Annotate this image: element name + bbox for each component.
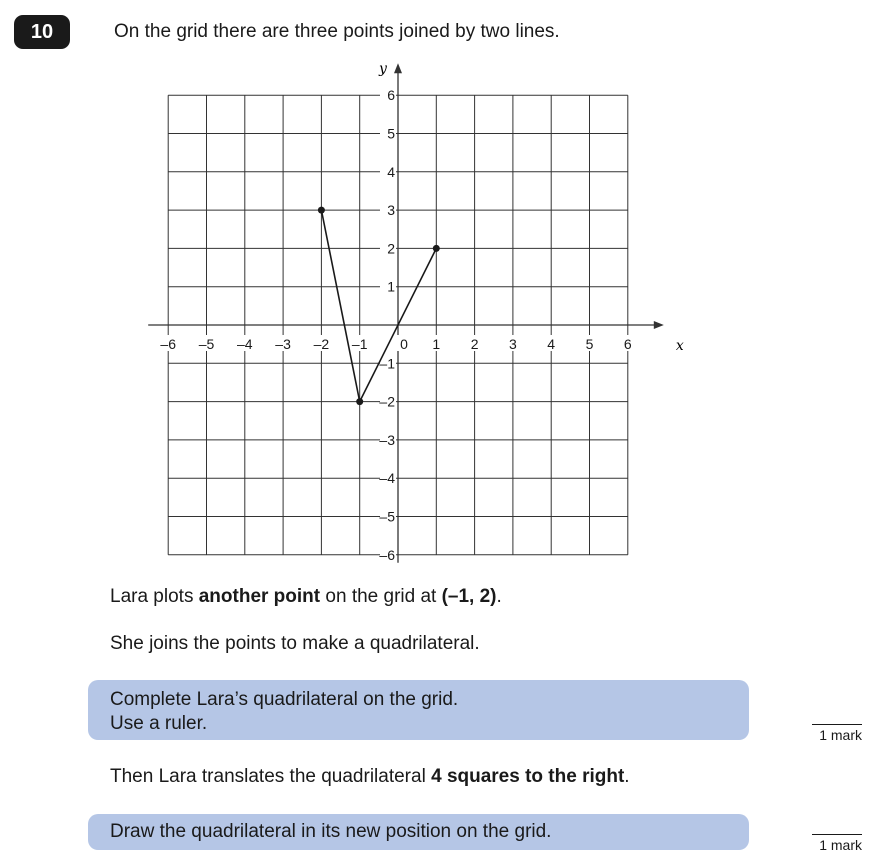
- mark-label-1: 1 mark: [812, 724, 862, 743]
- para1-pre: Lara plots: [110, 586, 199, 607]
- y-tick-label: 2: [387, 240, 395, 257]
- x-tick-label: –5: [198, 336, 215, 352]
- para1-bold-coordinate: (–1, 2): [441, 586, 497, 607]
- para1-mid: on the grid at: [320, 586, 442, 607]
- y-tick-label: 6: [387, 87, 395, 104]
- y-tick-label: –2: [379, 393, 395, 410]
- x-tick-label: –2: [313, 336, 330, 352]
- y-tick-label: 3: [387, 202, 395, 219]
- data-point: [356, 398, 363, 405]
- x-tick-label: –3: [275, 336, 291, 352]
- question-intro: On the grid there are three points joined by two lines.: [114, 21, 560, 42]
- y-tick-label: –5: [379, 508, 395, 525]
- paragraph-translate: [110, 766, 630, 788]
- y-tick-label: 1: [387, 278, 395, 295]
- para3-post: .: [624, 766, 630, 787]
- x-tick-label: 0: [400, 336, 408, 352]
- para1-post: .: [496, 586, 502, 607]
- x-axis-label: x: [675, 338, 684, 354]
- task2-line1: Draw the quadrilateral in its new position on the grid.: [110, 821, 552, 842]
- y-tick-label: 4: [387, 163, 395, 180]
- x-tick-label: –4: [237, 336, 253, 352]
- x-tick-label: 3: [509, 336, 517, 352]
- y-tick-label: 5: [387, 125, 395, 142]
- paragraph-another-point: [110, 586, 502, 608]
- task-box-draw: [88, 814, 749, 850]
- y-tick-label: –1: [379, 355, 395, 372]
- data-point: [318, 207, 325, 214]
- x-tick-label: 6: [623, 336, 632, 352]
- x-tick-label: 2: [470, 336, 479, 352]
- para1-bold-another-point: another point: [198, 586, 321, 607]
- y-tick-label: –6: [379, 546, 395, 563]
- question-number: 10: [14, 15, 70, 49]
- coordinate-grid[interactable]: [145, 55, 684, 565]
- x-tick-label: –1: [351, 336, 368, 352]
- task1-line2: Use a ruler.: [110, 713, 208, 734]
- y-axis-label: y: [379, 61, 387, 78]
- para3-pre: Then Lara translates the quadrilateral: [110, 766, 432, 787]
- mark-label-2: 1 mark: [812, 834, 862, 853]
- para3-bold: 4 squares to the right: [431, 766, 625, 787]
- grid-svg: [145, 55, 684, 565]
- x-tick-label: 4: [547, 336, 556, 352]
- task-box-complete: [88, 680, 749, 740]
- data-point: [433, 245, 440, 252]
- y-tick-label: –4: [379, 470, 395, 487]
- x-tick-label: 5: [585, 336, 594, 352]
- task1-line1: Complete Lara’s quadrilateral on the grid.: [110, 689, 459, 710]
- series-line: [321, 210, 436, 402]
- paragraph-quadrilateral: She joins the points to make a quadrilateral.: [110, 633, 480, 654]
- y-axis-arrow-icon: [394, 63, 402, 73]
- x-tick-label: 1: [432, 336, 441, 352]
- y-tick-label: –3: [379, 431, 395, 448]
- x-tick-label: –6: [160, 336, 176, 352]
- x-axis-arrow-icon: [654, 321, 664, 329]
